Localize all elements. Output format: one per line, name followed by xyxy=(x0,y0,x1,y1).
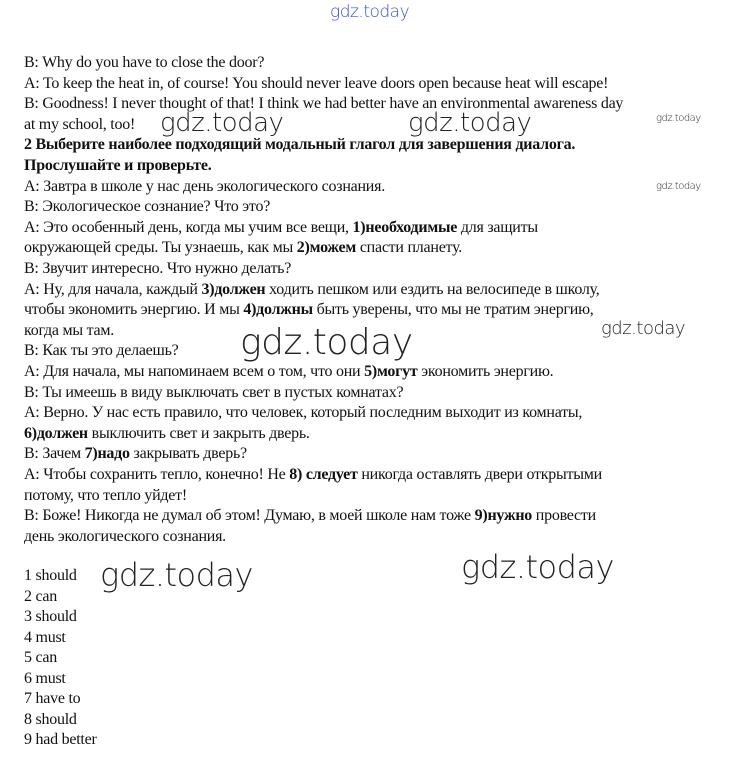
bold-answer-text: 2)можем xyxy=(296,239,357,257)
text-segment: выключить свет и закрыть дверь. xyxy=(87,424,310,442)
text-segment: быть уверены, что мы не тратим энергию, xyxy=(312,301,594,319)
bold-answer-text: 3)должен xyxy=(201,280,266,298)
bold-answer-text: 9)нужно xyxy=(474,507,533,525)
text-segment: А: Верно. У нас есть правило, что человек, который последним выходит из комнаты, xyxy=(24,404,583,422)
text-line xyxy=(24,53,264,73)
watermark: gdz.today xyxy=(601,318,686,339)
text-line xyxy=(24,444,247,464)
text-segment: В: Как ты это делаешь? xyxy=(24,342,179,360)
text-segment: B: Goodness! I never thought of that! I think we had better have an environmental awareness day xyxy=(24,95,624,113)
text-segment: В: Звучит интересно. Что нужно делать? xyxy=(24,260,292,277)
text-line xyxy=(24,465,602,485)
text-line xyxy=(24,506,596,526)
text-segment: А: Это особенный день, когда мы учим все вещи, xyxy=(24,218,353,236)
text-line xyxy=(24,115,135,135)
text-line xyxy=(24,135,575,155)
answer-item: 6 must xyxy=(24,669,66,687)
text-segment: В: Ты имеешь в виду выключать свет в пустых комнатах? xyxy=(24,383,404,401)
bold-answer-text: 8) следует xyxy=(289,466,358,483)
text-line xyxy=(24,218,538,238)
text-line xyxy=(24,341,179,361)
text-line xyxy=(24,403,582,423)
text-segment: В: Экологическое сознание? Что это? xyxy=(24,198,271,216)
watermark: gdz.today xyxy=(408,108,532,138)
answer-item: 5 can xyxy=(24,649,57,666)
bold-answer-text: 1)необходимые xyxy=(352,218,458,236)
text-line xyxy=(24,362,553,382)
answer-item: 3 should xyxy=(24,608,77,625)
text-segment: для защиты xyxy=(457,218,538,236)
watermark: gdz.today xyxy=(240,322,413,363)
text-segment: никогда оставлять двери открытыми xyxy=(357,466,602,483)
text-line xyxy=(24,300,594,320)
text-line xyxy=(24,321,114,341)
answer-item: 7 have to xyxy=(24,690,81,707)
bold-answer-text: 6)должен xyxy=(24,424,88,442)
bold-answer-text: 7)надо xyxy=(84,445,130,463)
text-segment: закрывать дверь? xyxy=(129,445,247,463)
answer-item: 2 can xyxy=(24,587,57,605)
text-line xyxy=(24,527,226,547)
text-line xyxy=(24,197,270,217)
text-line xyxy=(24,156,212,176)
bold-answer-text: 5)могут xyxy=(364,363,418,380)
text-line xyxy=(24,74,608,94)
text-segment: чтобы экономить энергию. И мы xyxy=(24,301,244,319)
text-line xyxy=(24,238,462,258)
text-segment: А: Чтобы сохранить тепло, конечно! Не xyxy=(24,466,290,483)
watermark: gdz.today xyxy=(160,108,284,138)
text-segment: день экологического сознания. xyxy=(24,527,226,545)
text-segment: экономить энергию. xyxy=(417,363,554,380)
text-segment: спасти планету. xyxy=(356,239,462,257)
text-segment: потому, что тепло уйдет! xyxy=(24,486,187,504)
text-segment: А: Ну, для начала, каждый xyxy=(24,280,202,298)
bold-answer-text: 2 Выберите наиболее подходящий модальный глагол для завершения диалога. xyxy=(24,136,576,154)
answer-item: 4 must xyxy=(24,628,66,646)
text-segment: ходить пешком или ездить на велосипеде в школу, xyxy=(265,280,600,298)
answer-item: 8 should xyxy=(24,710,77,728)
watermark: gdz.today xyxy=(656,113,701,124)
text-line xyxy=(24,94,623,114)
answer-item: 1 should xyxy=(24,567,77,584)
watermark: gdz.today xyxy=(100,556,253,594)
text-segment: когда мы там. xyxy=(24,321,115,339)
text-segment: A: To keep the heat in, of course! You should never leave doors open because heat will escape! xyxy=(24,74,609,92)
text-segment: В: Зачем xyxy=(24,445,85,463)
text-segment: at my school, too! xyxy=(24,115,136,133)
text-segment: провести xyxy=(532,507,596,525)
bold-answer-text: 4)должны xyxy=(243,301,313,319)
text-line xyxy=(24,280,599,300)
text-segment: окружающей среды. Ты узнаешь, как мы xyxy=(24,239,297,257)
bold-answer-text: Прослушайте и проверьте. xyxy=(24,157,212,174)
watermark: gdz.today xyxy=(656,181,701,192)
text-segment: А: Завтра в школе у нас день экологического сознания. xyxy=(24,177,385,195)
text-line xyxy=(24,486,187,506)
text-segment: B: Why do you have to close the door? xyxy=(24,54,265,71)
watermark: gdz.today xyxy=(461,548,614,586)
answer-item: 9 had better xyxy=(24,731,97,748)
text-line xyxy=(24,383,403,403)
text-line xyxy=(24,259,291,279)
text-segment: В: Боже! Никогда не думал об этом! Думаю, в моей школе нам тоже xyxy=(24,507,475,525)
text-segment: А: Для начала, мы напоминаем всем о том, что они xyxy=(24,363,365,380)
text-line xyxy=(24,177,385,197)
text-line xyxy=(24,424,310,444)
watermark-top: gdz.today xyxy=(330,2,410,22)
